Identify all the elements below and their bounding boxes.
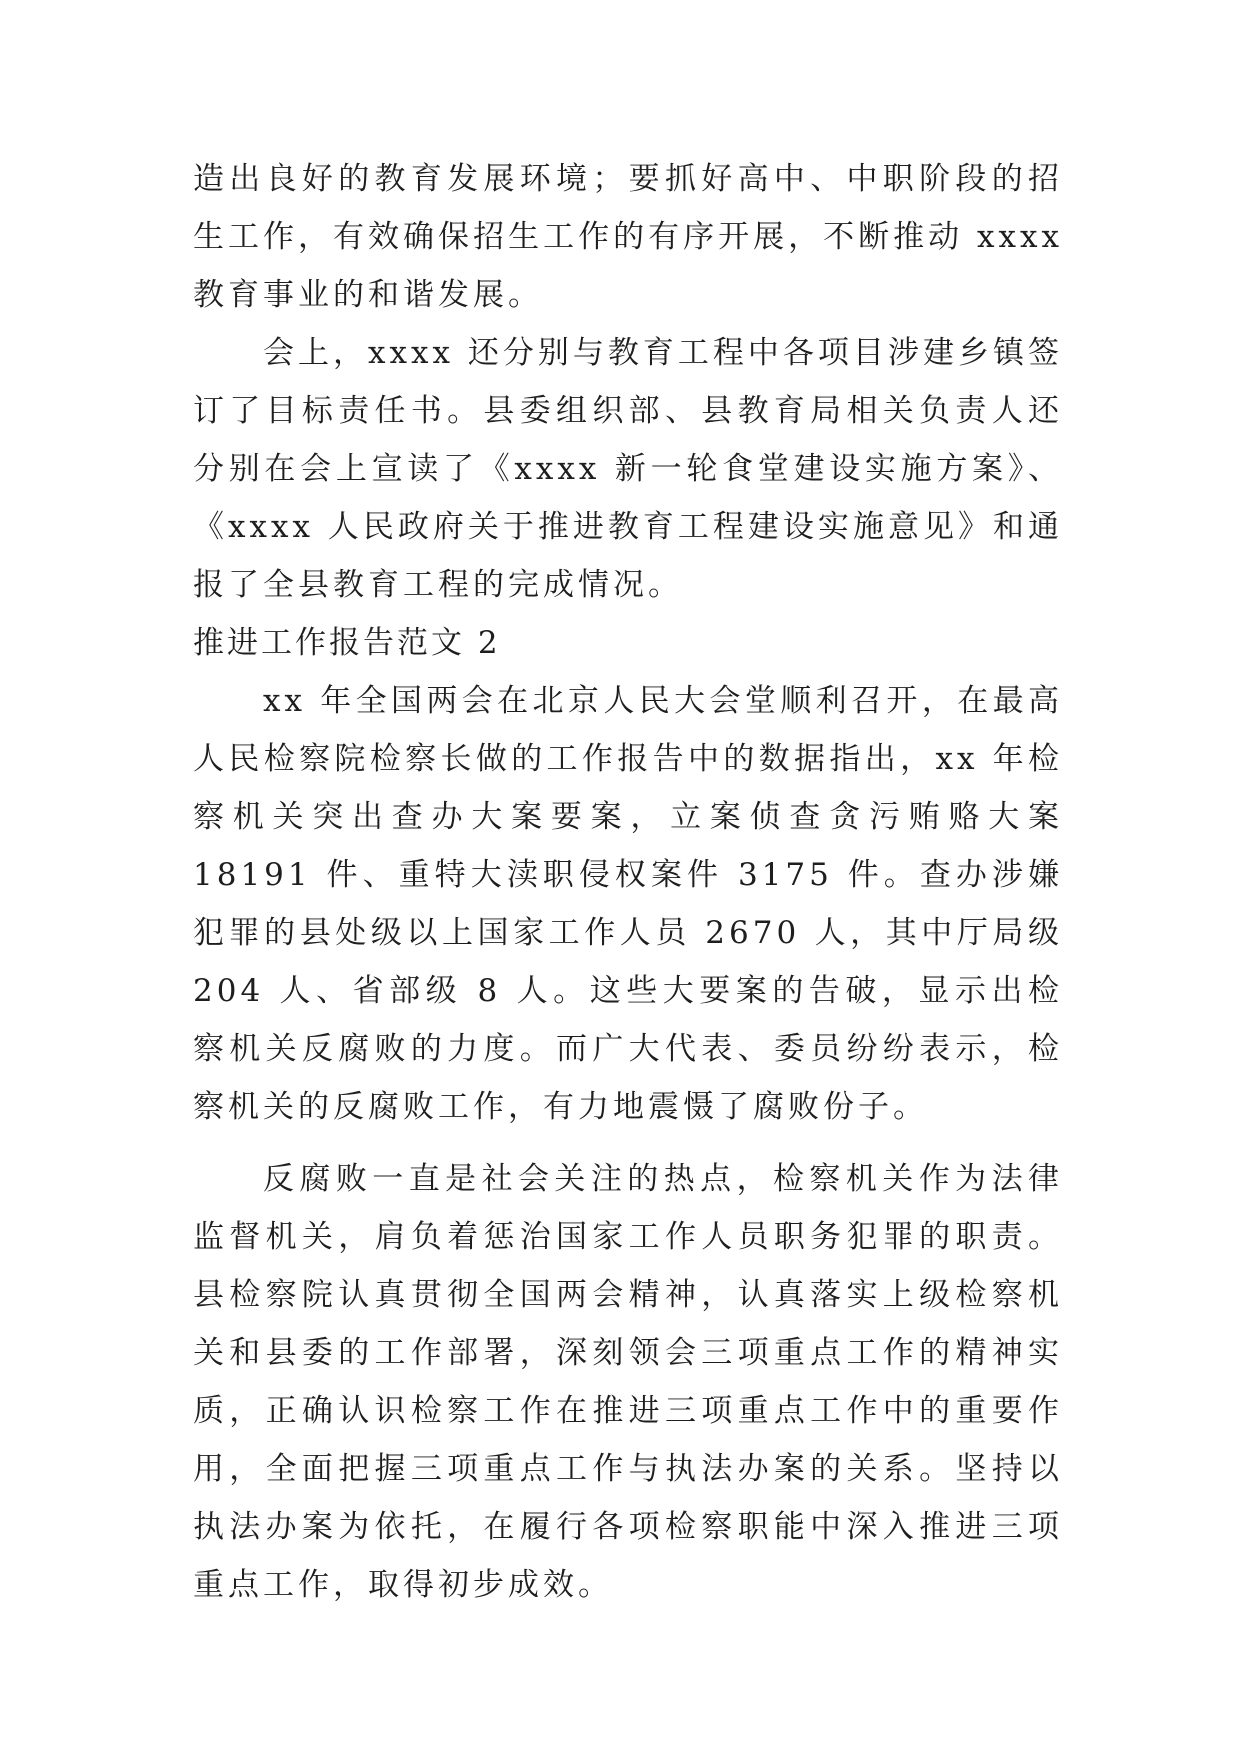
paragraph-spacer: [193, 1136, 1063, 1150]
paragraph-4: 反腐败一直是社会关注的热点，检察机关作为法律监督机关，肩负着惩治国家工作人员职务犯罪的职责。县检察院认真贯彻全国两会精神，认真落实上级检察机关和县委的工作部署，深刻领会三项重点工作的精神实质，正确认识检察工作在推进三项重点工作中的重要作用，全面把握三项重点工作与执法办案的关系。坚持以执法办案为依托，在履行各项检察职能中深入推进三项重点工作，取得初步成效。: [193, 1161, 1063, 1603]
document-body: [193, 150, 1063, 1614]
paragraph-3: xx 年全国两会在北京人民大会堂顺利召开，在最高人民检察院检察长做的工作报告中的数据指出，xx 年检察机关突出查办大案要案，立案侦查贪污贿赂大案 18191 件、重特大渎职侵权案件 3175 件。查办涉嫌犯罪的县处级以上国家工作人员 2670 人，其中厅局级 204 人、省部级 8 人。这些大要案的告破，显示出检察机关反腐败的力度。而广大代表、委员纷纷表示，检察机关的反腐败工作，有力地震慑了腐败份子。: [193, 683, 1063, 1125]
paragraph-1: 造出良好的教育发展环境；要抓好高中、中职阶段的招生工作，有效确保招生工作的有序开展，不断推动 xxxx 教育事业的和谐发展。: [193, 161, 1063, 313]
section-heading: 推进工作报告范文 2: [193, 625, 501, 661]
paragraph-2: 会上，xxxx 还分别与教育工程中各项目涉建乡镇签订了目标责任书。县委组织部、县教育局相关负责人还分别在会上宣读了《xxxx 新一轮食堂建设实施方案》、《xxxx 人民政府关于推进教育工程建设实施意见》和通报了全县教育工程的完成情况。: [193, 335, 1063, 603]
